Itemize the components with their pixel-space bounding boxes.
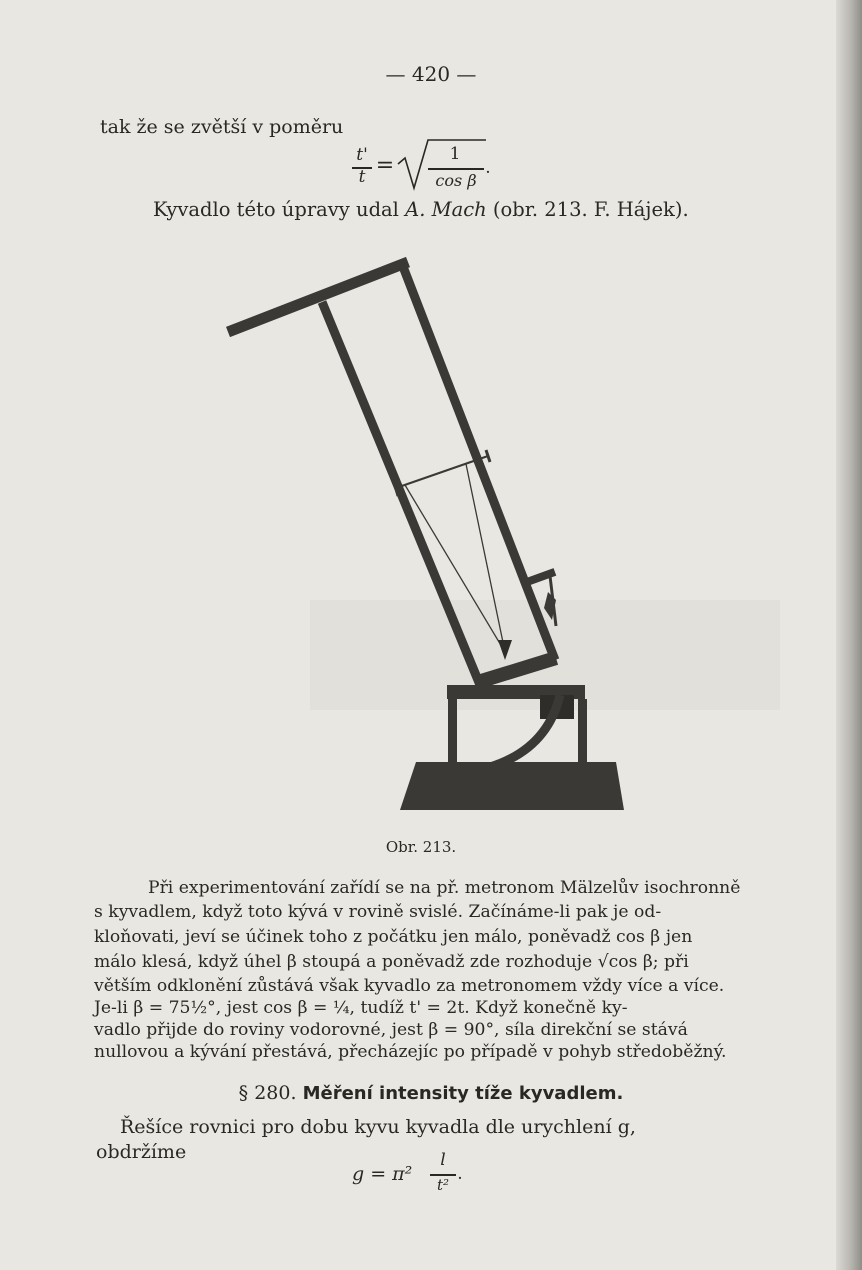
intro-line: tak že se zvětší v poměru — [100, 116, 344, 138]
page-number: — 420 — — [385, 62, 477, 86]
ratio-equals: = — [375, 153, 395, 178]
paragraph-line-1: Při experimentování zařídí se na př. metronom Mälzelův isochronně — [148, 878, 741, 898]
closing-line-1: Řešíce rovnici pro dobu kyvu kyvadla dle urychlení g, — [120, 1116, 636, 1138]
credit-author: A. Mach — [405, 198, 487, 221]
paragraph-line-3: kloňovati, jeví se účinek toho z počátku jen málo, poněvadž cos β jen — [94, 927, 693, 947]
g-formula-lhs: g = π² — [352, 1163, 413, 1185]
paragraph-line-8: nullovou a kývání přestává, přecházejíc po případě v pohyb středoběžný. — [94, 1042, 727, 1062]
g-formula-denominator: t² — [436, 1176, 450, 1194]
paragraph-line-4: málo klesá, když úhel β stoupá a poněvadž zde rozhoduje √cos β; při — [94, 952, 689, 972]
section-title: Měření intensity tíže kyvadlem. — [302, 1083, 624, 1104]
closing-line-2: obdržíme — [96, 1141, 187, 1163]
ratio-lhs-denominator: t — [358, 167, 366, 187]
section-number: § 280. — [238, 1082, 297, 1104]
g-formula-numerator: l — [440, 1150, 446, 1170]
paragraph-line-5: větším odklonění zůstává však kyvadlo za metronomem vždy více a více. — [94, 976, 725, 996]
credit-after: (obr. 213. F. Hájek). — [486, 198, 689, 221]
credit-before: Kyvadlo této úpravy udal — [153, 198, 406, 221]
ratio-rhs-denominator: cos β — [435, 171, 477, 190]
ratio-trail: . — [485, 158, 491, 178]
paragraph-line-2: s kyvadlem, když toto kývá v rovině svislé. Začínáme-li pak je od- — [94, 902, 662, 922]
paragraph-line-6: Je-li β = 75½°, jest cos β = ¼, tudíž t' = 2t. Když konečně ky- — [94, 998, 628, 1018]
paragraph-line-7: vadlo přijde do roviny vodorovné, jest β = 90°, síla direkční se stává — [94, 1020, 688, 1040]
section-heading — [0, 1082, 862, 1104]
ratio-lhs-numerator: t' — [356, 145, 368, 165]
figure-caption: Obr. 213. — [385, 838, 457, 856]
ratio-rhs-numerator: 1 — [449, 144, 461, 164]
g-formula-trail: . — [457, 1164, 463, 1184]
